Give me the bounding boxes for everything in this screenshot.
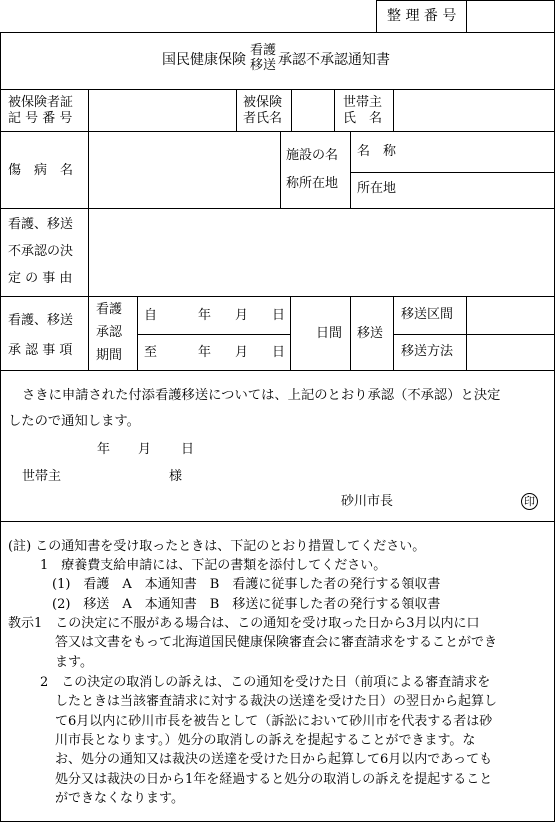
note-line: お、処分の通知又は裁決の送達を受けた日から起算して6月以内であっても: [55, 752, 493, 767]
days-label: 日間: [316, 326, 343, 341]
date-month-label: 月: [138, 442, 152, 457]
note-line: ができなくなります。: [55, 791, 184, 806]
note-line: て6月以内に砂川市長を被告として（訴訟において砂川市を代表する者は砂: [55, 714, 493, 729]
transport-section-label: 移送区間: [401, 307, 454, 322]
insured-cert-field[interactable]: [89, 90, 236, 131]
title-stack-bottom: 移送: [250, 58, 277, 73]
note-line: 1 療養費支給申請には、下記の書類を添付してください。: [40, 558, 387, 573]
note-line: (1) 看護 A 本通知書 B 看護に従事した者の発行する領収書: [52, 577, 441, 592]
mayor-label: 砂川市長: [341, 494, 394, 509]
to-month-label: 月: [235, 345, 249, 360]
note-line: 処分又は裁決の日から1年を経過すると処分の取消しの訴えを提起すること: [55, 772, 493, 787]
sama-label: 様: [169, 469, 183, 484]
rejection-reason-label-1: 看護、移送: [8, 217, 74, 232]
seiri-number-label: 整 理 番 号: [387, 8, 457, 24]
note-line: 答又は文書をもって北海道国民健康保険審査会に審査請求をすることができ: [55, 635, 498, 650]
to-label: 至: [144, 345, 158, 360]
period-to-row[interactable]: [138, 335, 290, 370]
facility-address-label: 所在地: [357, 181, 397, 196]
note-line: したときは当該審査請求に対する裁決の送達を受けた日）の翌日から起算し: [55, 694, 498, 709]
from-label: 自: [144, 308, 158, 323]
from-month-label: 月: [235, 308, 249, 323]
facility-name-field[interactable]: [420, 132, 554, 172]
care-period-label-1: 看護: [96, 302, 123, 317]
notice-line-2: したので通知します。: [8, 414, 140, 429]
care-period-label-2: 承認: [96, 325, 123, 340]
rejection-reason-label-2: 不承認の決: [8, 244, 74, 259]
disease-field[interactable]: [89, 132, 280, 208]
note-line: 2 この決定の取消しの訴えは、この通知を受けた日（前項による審査請求を: [40, 675, 491, 690]
seal-mark: 印: [521, 493, 538, 510]
transport-method-field[interactable]: [467, 335, 554, 370]
note-line: (註) この通知書を受け取ったときは、下記のとおり措置してください。: [8, 539, 426, 554]
transport-label: 移送: [357, 326, 384, 341]
transport-method-label: 移送方法: [401, 344, 454, 359]
householder-address-label: 世帯主: [22, 469, 62, 484]
householder-label-2: 氏 名: [343, 111, 383, 126]
insured-cert-label-1: 被保険者証: [8, 95, 74, 110]
facility-label-1: 施設の名: [286, 148, 339, 163]
from-day-label: 日: [272, 308, 286, 323]
facility-name-label: 名 称: [357, 144, 397, 159]
date-day-label: 日: [181, 442, 195, 457]
to-year-label: 年: [198, 345, 212, 360]
facility-address-field[interactable]: [420, 173, 554, 208]
facility-label-2: 称所在地: [286, 176, 339, 191]
householder-label-1: 世帯主: [343, 95, 383, 110]
title-prefix: 国民健康保険: [162, 52, 246, 68]
title-stack-top: 看護: [250, 43, 277, 58]
insured-name-label-2: 者氏名: [243, 111, 283, 126]
to-day-label: 日: [272, 345, 286, 360]
note-line: ます。: [55, 655, 93, 670]
approval-items-label-1: 看護、移送: [8, 313, 74, 328]
approval-items-label-2: 承 認 事 項: [8, 343, 73, 358]
rejection-reason-label-3: 定 の 事 由: [8, 271, 73, 286]
insured-cert-label-2: 記 号 番 号: [8, 111, 73, 126]
disease-label: 傷 病 名: [8, 163, 74, 178]
note-line: 川市長となります。）処分の取消しの訴えを提起することができます。な: [55, 733, 476, 748]
note-line: 教示1 この決定に不服がある場合は、この通知を受け取った日から3月以内に口: [8, 616, 480, 631]
note-line: (2) 移送 A 本通知書 B 移送に従事した者の発行する領収書: [52, 597, 441, 612]
rejection-reason-field[interactable]: [89, 209, 554, 296]
period-from-row[interactable]: [138, 297, 290, 334]
householder-name-field[interactable]: [394, 90, 554, 131]
insured-name-label-1: 被保険: [243, 95, 283, 110]
notice-line-1: さきに申請された付添看護移送については、上記のとおり承認（不承認）と決定: [22, 388, 501, 403]
transport-section-field[interactable]: [467, 297, 554, 334]
from-year-label: 年: [198, 308, 212, 323]
care-period-label-3: 期間: [96, 348, 123, 363]
date-year-label: 年: [97, 442, 111, 457]
title-suffix: 承認不承認通知書: [278, 52, 390, 68]
insured-name-field[interactable]: [292, 90, 334, 131]
